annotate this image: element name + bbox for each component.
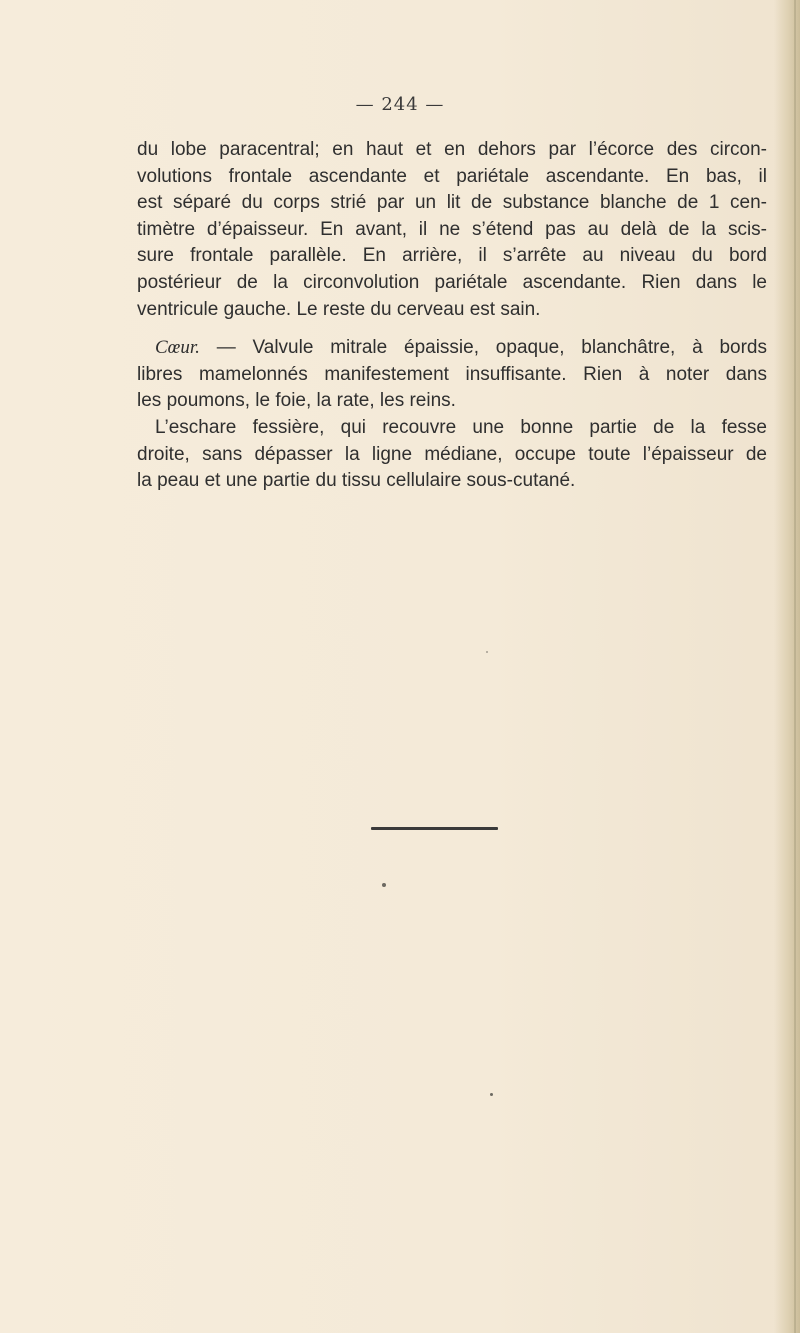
text-line: les poumons, le foie, la rate, les reins.: [137, 390, 456, 412]
section-end-rule: [371, 827, 498, 830]
text-line: [137, 335, 767, 362]
text-line: volutions frontale ascendante et pariétale ascendante. En bas, il: [137, 165, 767, 187]
paragraph-lead-heart: Cœur.: [155, 337, 200, 359]
paper-speck: [486, 651, 488, 653]
page-number: — 244 —: [355, 94, 445, 115]
paper-speck: [382, 883, 386, 887]
paragraph-brain: [137, 137, 767, 323]
paper-speck: [490, 1093, 493, 1096]
paragraph-eschar: [137, 415, 767, 495]
text-line: ventricule gauche. Le reste du cerveau est sain.: [137, 298, 541, 320]
text-line: la peau et une partie du tissu cellulaire sous-cutané.: [137, 470, 576, 492]
page-edge-shadow: [774, 0, 800, 1333]
text-line: droite, sans dépasser la ligne médiane, occupe toute l’épaisseur de: [137, 443, 767, 465]
text-line: postérieur de la circonvolution pariétale ascendante. Rien dans le: [137, 271, 767, 293]
text-line-fragment: — Valvule mitrale épaissie, opaque, blanchâtre, à bords: [199, 337, 767, 359]
text-line: sure frontale parallèle. En arrière, il s’arrête au niveau du bord: [137, 245, 767, 267]
paragraph-heart: [137, 335, 767, 415]
text-line: timètre d’épaisseur. En avant, il ne s’étend pas au delà de la scis-: [137, 218, 767, 240]
text-line: est séparé du corps strié par un lit de substance blanche de 1 cen-: [137, 192, 767, 214]
text-line: L’eschare fessière, qui recouvre une bonne partie de la fesse: [155, 416, 767, 438]
text-line: libres mamelonnés manifestement insuffisante. Rien à noter dans: [137, 363, 767, 385]
body-text: [137, 137, 767, 495]
text-line: du lobe paracentral; en haut et en dehors par l’écorce des circon-: [137, 139, 767, 160]
page-edge-line: [794, 0, 796, 1333]
